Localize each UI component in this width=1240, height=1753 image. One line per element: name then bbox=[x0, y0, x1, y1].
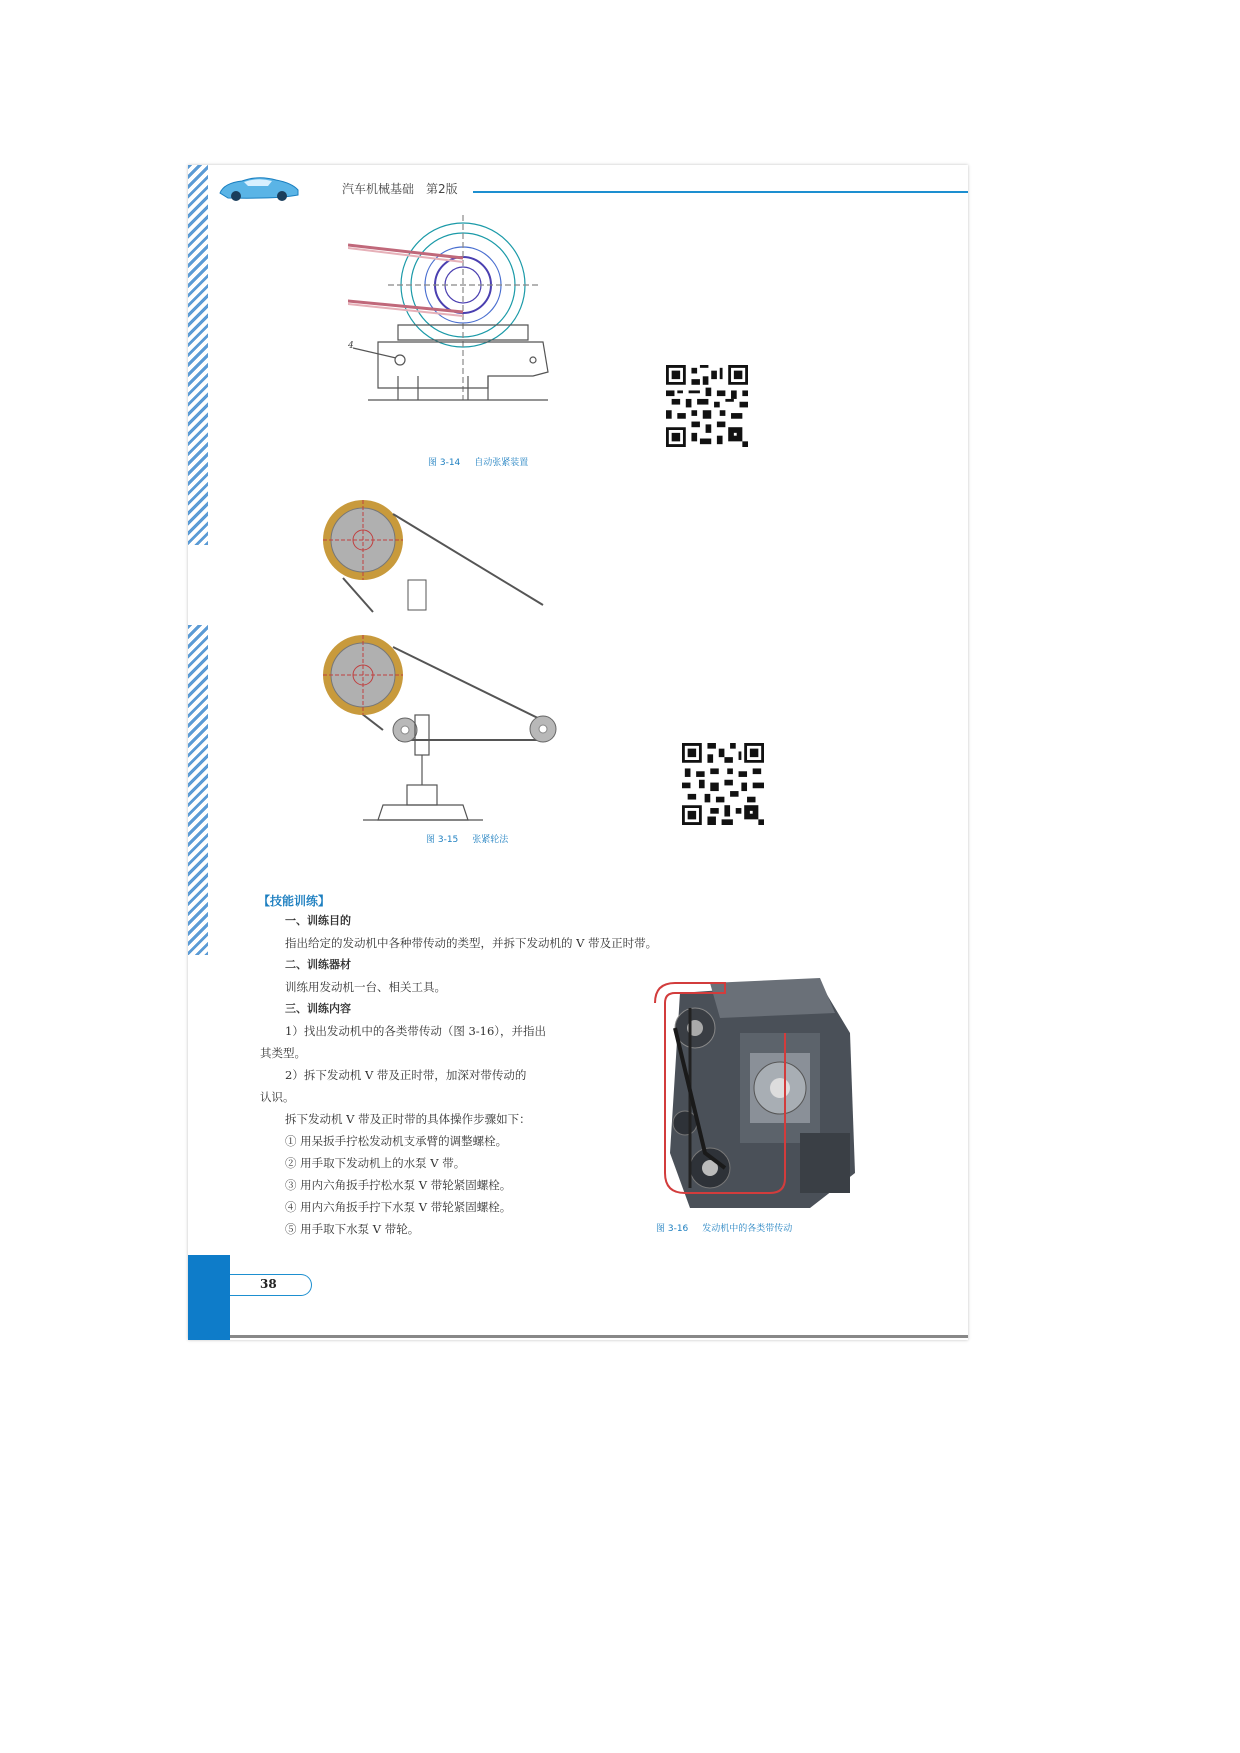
figure-3-16-engine-image bbox=[650, 973, 860, 1213]
book-page bbox=[188, 165, 968, 1340]
step-3: ③ 用内六角扳手拧松水泵 V 带轮紧固螺栓。 bbox=[285, 1178, 512, 1192]
edition-label: 第2版 bbox=[426, 182, 458, 196]
heading-content: 三、训练内容 bbox=[285, 1002, 351, 1015]
item2-line1: 2）拆下发动机 V 带及正时带，加深对带传动的 bbox=[285, 1068, 527, 1082]
figure-3-14-drawing bbox=[348, 210, 588, 410]
step-4: ④ 用内六角扳手拧下水泵 V 带轮紧固螺栓。 bbox=[285, 1200, 512, 1214]
figure-3-14-title: 自动张紧装置 bbox=[474, 458, 529, 468]
heading-equipment: 二、训练器材 bbox=[285, 958, 351, 971]
car-icon bbox=[218, 171, 300, 203]
heading-purpose: 一、训练目的 bbox=[285, 914, 351, 927]
figure-3-16-caption bbox=[656, 1221, 792, 1234]
scan-seam bbox=[188, 615, 968, 623]
footer-blue-tab bbox=[188, 1255, 230, 1340]
part-label-4: 4 bbox=[348, 341, 354, 351]
figure-3-15-title: 张紧轮法 bbox=[472, 835, 509, 845]
figure-3-15-number: 图 3-15 bbox=[426, 835, 459, 845]
figure-3-16-title: 发动机中的各类带传动 bbox=[702, 1224, 793, 1234]
figure-3-15-drawing bbox=[323, 635, 583, 825]
section-title: 【技能训练】 bbox=[258, 894, 331, 908]
steps-intro: 拆下发动机 V 带及正时带的具体操作步骤如下： bbox=[285, 1112, 531, 1126]
running-header bbox=[342, 180, 458, 197]
figure-3-14-caption bbox=[428, 455, 528, 468]
figure-3-16-number: 图 3-16 bbox=[656, 1224, 689, 1234]
page-number: 38 bbox=[260, 1277, 277, 1291]
left-stripe-top bbox=[188, 165, 208, 545]
step-2: ② 用手取下发动机上的水泵 V 带。 bbox=[285, 1156, 466, 1170]
figure-3-14-number: 图 3-14 bbox=[428, 458, 461, 468]
bottom-rule bbox=[230, 1335, 968, 1338]
item2-line2: 认识。 bbox=[260, 1090, 295, 1104]
qr-code-2[interactable] bbox=[682, 743, 764, 825]
book-title: 汽车机械基础 bbox=[342, 182, 415, 196]
item1-line2: 其类型。 bbox=[260, 1046, 306, 1060]
header-rule bbox=[473, 191, 968, 193]
step-5: ⑤ 用手取下水泵 V 带轮。 bbox=[285, 1222, 420, 1236]
paragraph-purpose: 指出给定的发动机中各种带传动的类型，并拆下发动机的 V 带及正时带。 bbox=[285, 936, 658, 950]
paragraph-equipment: 训练用发动机一台、相关工具。 bbox=[285, 980, 446, 994]
step-1: ① 用呆扳手拧松发动机支承臂的调整螺栓。 bbox=[285, 1134, 508, 1148]
item1-line1: 1）找出发动机中的各类带传动（图 3-16），并指出 bbox=[285, 1024, 547, 1038]
left-stripe-bottom bbox=[188, 625, 208, 955]
figure-3-15-partial-drawing bbox=[323, 500, 583, 615]
qr-code-1[interactable] bbox=[666, 365, 748, 447]
figure-3-15-caption bbox=[426, 832, 508, 845]
page-number-box bbox=[230, 1274, 312, 1296]
